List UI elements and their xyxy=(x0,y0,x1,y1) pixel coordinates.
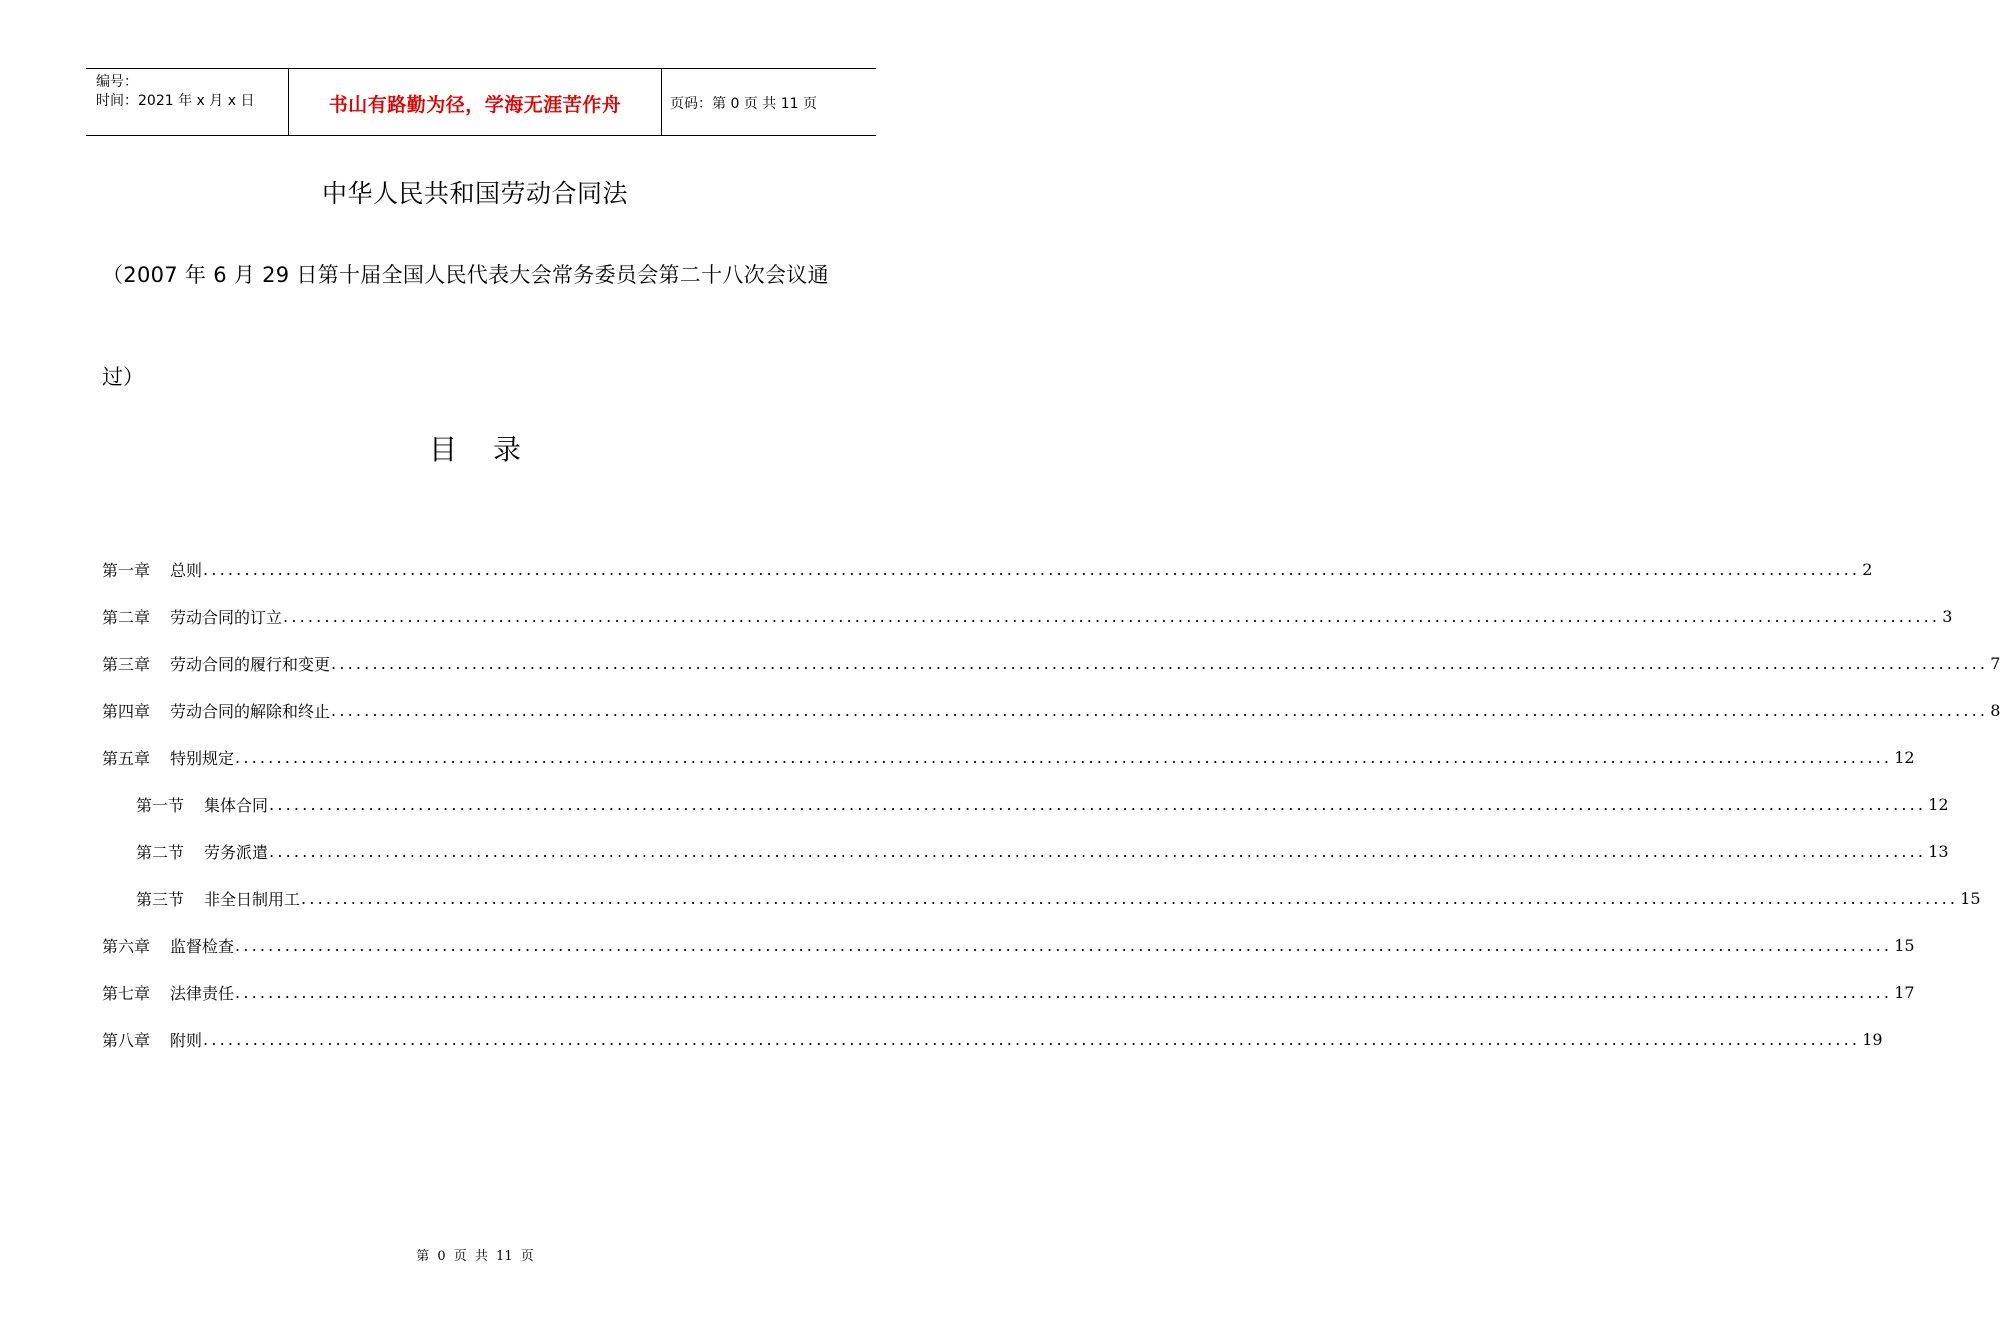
toc-entry-chapter: 第五章 xyxy=(102,749,151,768)
toc-leader-dots: ........................................................................................................................................................................................................ xyxy=(301,889,1959,908)
toc-entry-title: 劳动合同的解除和终止 xyxy=(170,702,331,721)
toc-entry-chapter: 第二章 xyxy=(102,608,151,627)
toc-entry-page-number: 12 xyxy=(1928,795,1949,814)
toc-entry-title: 非全日制用工 xyxy=(204,890,301,909)
page-header xyxy=(86,68,876,136)
header-meta xyxy=(86,69,288,135)
toc-entry[interactable] xyxy=(102,593,1953,640)
document-subtitle-continued: 过） xyxy=(102,365,144,389)
toc-entry-label xyxy=(136,887,300,910)
toc-entry[interactable] xyxy=(102,687,2000,734)
toc-entry-label xyxy=(102,558,202,581)
toc-heading xyxy=(0,430,950,470)
header-page-info: 页码：第 0 页 共 11 页 xyxy=(670,96,817,112)
table-of-contents xyxy=(102,546,2000,1063)
toc-heading-char: 目 xyxy=(428,433,457,466)
toc-leader-dots: ........................................................................................................................................................................................................ xyxy=(269,842,1927,861)
toc-entry-label xyxy=(102,981,234,1004)
toc-entry-page-number: 15 xyxy=(1894,936,1915,955)
toc-leader-dots: ........................................................................................................................................................................................................ xyxy=(235,748,1893,767)
toc-leader-dots: ........................................................................................................................................................................................................ xyxy=(269,795,1927,814)
toc-heading-char: 录 xyxy=(493,433,522,466)
toc-entry-title: 劳务派遣 xyxy=(204,843,269,862)
toc-entry-label xyxy=(102,934,234,957)
toc-entry-title: 法律责任 xyxy=(170,984,235,1003)
toc-leader-dots: ........................................................................................................................................................................................................ xyxy=(331,654,1989,673)
toc-entry-label xyxy=(102,1028,202,1051)
toc-entry-page-number: 7 xyxy=(1990,654,2000,673)
toc-entry[interactable] xyxy=(102,781,1949,828)
toc-entry[interactable] xyxy=(102,734,1915,781)
toc-entry-title: 特别规定 xyxy=(170,749,235,768)
toc-entry-chapter: 第一节 xyxy=(136,796,185,815)
toc-entry-chapter: 第一章 xyxy=(102,561,151,580)
toc-entry-page-number: 3 xyxy=(1942,607,1953,626)
toc-entry-chapter: 第八章 xyxy=(102,1031,151,1050)
toc-entry-label xyxy=(136,840,268,863)
toc-entry-label xyxy=(136,793,268,816)
toc-entry-chapter: 第四章 xyxy=(102,702,151,721)
toc-leader-dots: ........................................................................................................................................................................................................ xyxy=(203,1030,1861,1049)
toc-entry[interactable] xyxy=(102,546,1873,593)
toc-entry-page-number: 13 xyxy=(1928,842,1949,861)
toc-entry-page-number: 12 xyxy=(1894,748,1915,767)
toc-entry-page-number: 15 xyxy=(1960,889,1981,908)
page-footer: 第 0 页 共 11 页 xyxy=(416,1249,534,1264)
toc-entry-title: 总则 xyxy=(170,561,203,580)
toc-entry-title: 集体合同 xyxy=(204,796,269,815)
toc-leader-dots: ........................................................................................................................................................................................................ xyxy=(331,701,1989,720)
toc-entry[interactable] xyxy=(102,875,1981,922)
toc-leader-dots: ........................................................................................................................................................................................................ xyxy=(235,983,1893,1002)
toc-entry-label xyxy=(102,746,234,769)
toc-leader-dots: ........................................................................................................................................................................................................ xyxy=(283,607,1941,626)
toc-entry-title: 附则 xyxy=(170,1031,203,1050)
toc-entry-page-number: 19 xyxy=(1862,1030,1883,1049)
toc-entry[interactable] xyxy=(102,828,1949,875)
toc-entry-title: 劳动合同的履行和变更 xyxy=(170,655,331,674)
toc-entry[interactable] xyxy=(102,922,1915,969)
header-motto: 书山有路勤为径，学海无涯苦作舟 xyxy=(328,94,622,116)
toc-entry-label xyxy=(102,699,330,722)
toc-entry-chapter: 第二节 xyxy=(136,843,185,862)
toc-leader-dots: ........................................................................................................................................................................................................ xyxy=(203,560,1861,579)
toc-entry-page-number: 17 xyxy=(1894,983,1915,1002)
toc-leader-dots: ........................................................................................................................................................................................................ xyxy=(235,936,1893,955)
document-code-label: 编号： xyxy=(96,74,138,90)
toc-entry-chapter: 第七章 xyxy=(102,984,151,1003)
document-time-label: 时间：2021 年 x 月 x 日 xyxy=(96,93,255,109)
toc-entry[interactable] xyxy=(102,969,1915,1016)
toc-entry-chapter: 第六章 xyxy=(102,937,151,956)
toc-entry-title: 劳动合同的订立 xyxy=(170,608,283,627)
toc-entry-label xyxy=(102,605,282,628)
document-subtitle: （2007 年 6 月 29 日第十届全国人民代表大会常务委员会第二十八次会议通 xyxy=(102,263,829,287)
toc-entry[interactable] xyxy=(102,640,2000,687)
toc-entry-page-number: 2 xyxy=(1862,560,1873,579)
toc-entry-label xyxy=(102,652,330,675)
document-title: 中华人民共和国劳动合同法 xyxy=(321,179,628,208)
toc-entry-page-number: 8 xyxy=(1990,701,2000,720)
toc-entry-chapter: 第三章 xyxy=(102,655,151,674)
header-divider xyxy=(661,69,662,135)
toc-entry-chapter: 第三节 xyxy=(136,890,185,909)
toc-entry[interactable] xyxy=(102,1016,1883,1063)
toc-entry-title: 监督检查 xyxy=(170,937,235,956)
